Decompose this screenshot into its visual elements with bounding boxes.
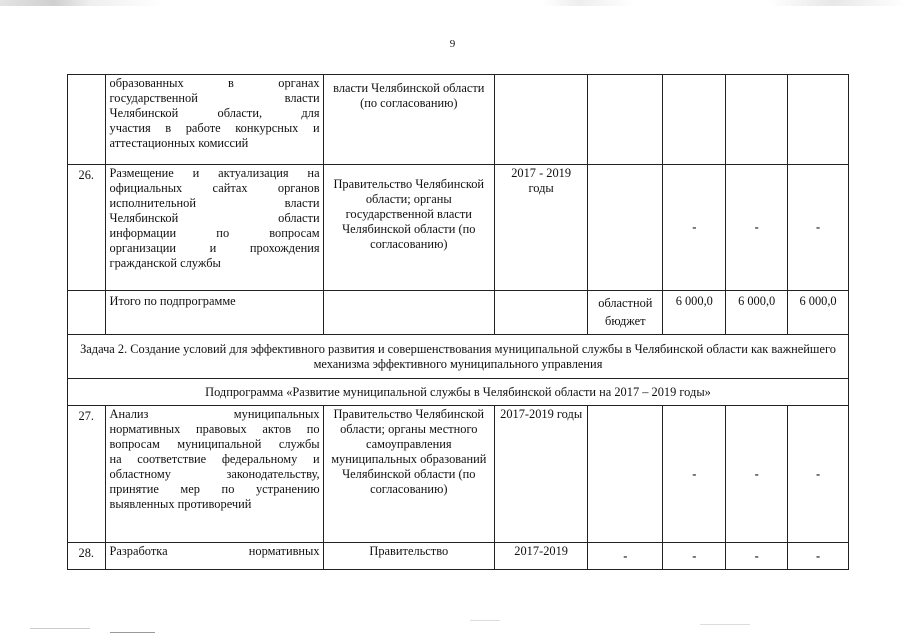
scan-speck bbox=[470, 620, 500, 621]
scan-speck bbox=[30, 628, 90, 629]
amount-cell: - bbox=[726, 406, 788, 543]
amount-cell: 6 000,0 bbox=[726, 291, 788, 335]
table-row bbox=[68, 406, 849, 543]
subprogram-row bbox=[68, 379, 849, 406]
responsible-executor: Правительство bbox=[323, 543, 494, 570]
amount-cell bbox=[726, 75, 788, 165]
measure-description: образованных в органах государственной власти Челябинской области, для участия в работе конкурсных и аттестационных комиссий bbox=[105, 75, 323, 165]
row-number: 27. bbox=[68, 406, 106, 543]
scan-edge-artifact bbox=[0, 0, 905, 6]
measure-description: Разработка нормативных bbox=[105, 543, 323, 570]
responsible-executor: власти Челябинской области (по согласованию) bbox=[323, 75, 494, 165]
measure-description: Размещение и актуализация на официальных сайтах органов исполнительной власти Челябинской области информации по вопросам организации и прохождения гражданской службы bbox=[105, 165, 323, 291]
row-number: 26. bbox=[68, 165, 106, 291]
table-row bbox=[68, 543, 849, 570]
funding-source bbox=[588, 406, 663, 543]
amount-cell: - bbox=[788, 406, 849, 543]
task-row bbox=[68, 335, 849, 379]
program-table bbox=[67, 74, 849, 570]
amount-cell bbox=[788, 75, 849, 165]
row-number bbox=[68, 291, 106, 335]
term-cell: 2017-2019 bbox=[494, 543, 587, 570]
amount-cell: - bbox=[663, 165, 726, 291]
total-label: Итого по подпрограмме bbox=[105, 291, 323, 335]
amount-cell: 6 000,0 bbox=[663, 291, 726, 335]
responsible-executor bbox=[323, 291, 494, 335]
subprogram-heading: Подпрограмма «Развитие муниципальной службы в Челябинской области на 2017 – 2019 годы» bbox=[68, 379, 849, 406]
funding-source: - bbox=[588, 543, 663, 570]
amount-cell: 6 000,0 bbox=[788, 291, 849, 335]
funding-source: областной бюджет bbox=[588, 291, 663, 335]
responsible-executor: Правительство Челябинской области; органы местного самоуправления муниципальных образований Челябинской области (по согласованию) bbox=[323, 406, 494, 543]
amount-cell: - bbox=[726, 543, 788, 570]
term-cell bbox=[494, 75, 587, 165]
row-number bbox=[68, 75, 106, 165]
funding-source bbox=[588, 165, 663, 291]
responsible-executor: Правительство Челябинской области; органы государственной власти Челябинской области (по согласованию) bbox=[323, 165, 494, 291]
page-number: 9 bbox=[449, 38, 456, 50]
measure-description: Анализ муниципальных нормативных правовых актов по вопросам муниципальной службы на соответствие федеральному и областному законодательству, принятие мер по устранению выявленных противоречий bbox=[105, 406, 323, 543]
term-cell: 2017-2019 годы bbox=[494, 406, 587, 543]
amount-cell: - bbox=[726, 165, 788, 291]
row-number: 28. bbox=[68, 543, 106, 570]
amount-cell: - bbox=[788, 165, 849, 291]
task-heading: Задача 2. Создание условий для эффективного развития и совершенствования муниципальной службы в Челябинской области как важнейшего механизма эффективного муниципального управления bbox=[68, 335, 849, 379]
scan-speck bbox=[700, 624, 750, 625]
term-cell bbox=[494, 291, 587, 335]
amount-cell: - bbox=[663, 543, 726, 570]
table-row bbox=[68, 165, 849, 291]
amount-cell bbox=[663, 75, 726, 165]
table-row bbox=[68, 75, 849, 165]
table-row-total bbox=[68, 291, 849, 335]
funding-source bbox=[588, 75, 663, 165]
amount-cell: - bbox=[663, 406, 726, 543]
term-cell: 2017 - 2019 годы bbox=[494, 165, 587, 291]
scan-speck bbox=[110, 632, 155, 633]
scan-noise bbox=[0, 608, 905, 640]
amount-cell: - bbox=[788, 543, 849, 570]
